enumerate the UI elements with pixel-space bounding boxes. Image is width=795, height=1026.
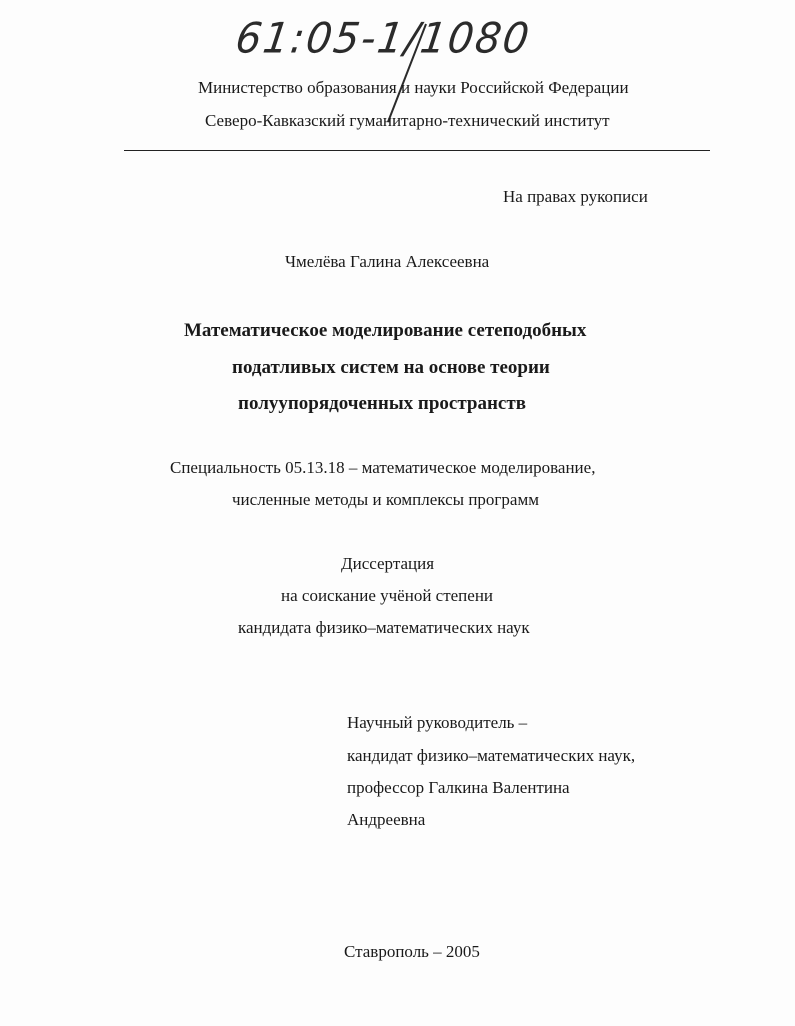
city-year: Ставрополь – 2005	[344, 942, 480, 961]
supervisor-label: Научный руководитель –	[347, 713, 528, 732]
degree-line-1: на соискание учёной степени	[281, 586, 494, 605]
supervisor-name: профессор Галкина Валентина	[347, 778, 570, 797]
specialty-line-2: численные методы и комплексы программ	[232, 490, 539, 509]
manuscript-note: На правах рукописи	[503, 187, 648, 206]
thesis-title-line-3: полуупорядоченных пространств	[238, 393, 526, 414]
header-divider	[124, 150, 710, 151]
dissertation-label: Диссертация	[341, 554, 435, 573]
degree-line-2: кандидата физико–математических наук	[238, 618, 530, 637]
thesis-title-line-1: Математическое моделирование сетеподобных	[184, 320, 587, 341]
archive-number: 61:05-1/1080	[232, 14, 534, 64]
supervisor-degree: кандидат физико–математических наук,	[347, 746, 636, 765]
specialty-line-1: Специальность 05.13.18 – математическое моделирование,	[170, 458, 596, 477]
ministry-line: Министерство образования и науки Российской Федерации	[198, 78, 629, 97]
institute-line: Северо-Кавказский гуманитарно-технический институт	[205, 111, 610, 130]
supervisor-name-cont: Андреевна	[347, 810, 426, 829]
thesis-title-line-2: податливых систем на основе теории	[232, 357, 550, 378]
author-name: Чмелёва Галина Алексеевна	[285, 252, 490, 271]
